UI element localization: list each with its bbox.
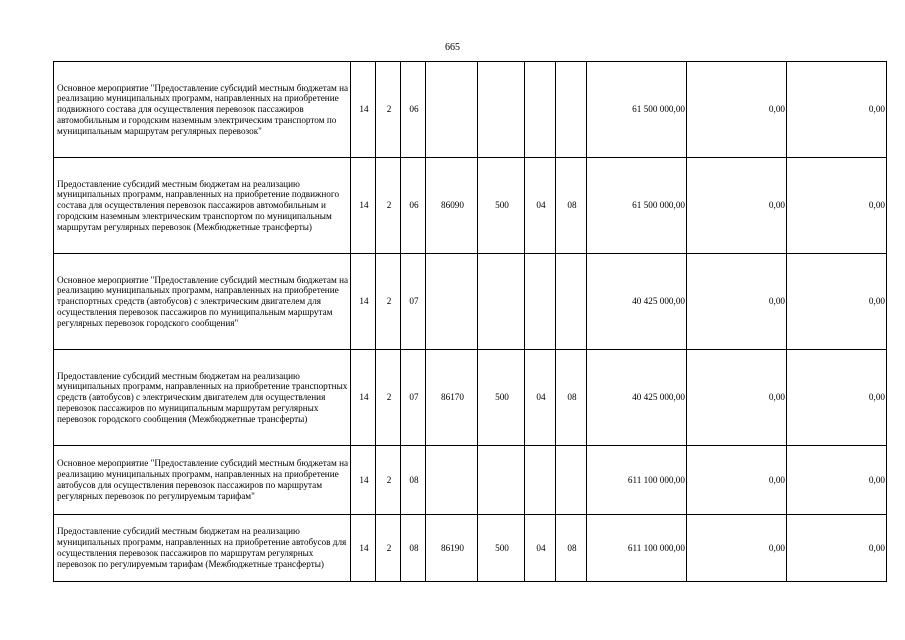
row-name: Основное мероприятие "Предоставление субсидий местным бюджетам на реализацию муниципальных программ, направленных на приобретение автобусов для осуществления перевозок пассажиров по маршрутам регулярных перевозок по регулируемым тарифам" [54,446,351,515]
code-1: 14 [351,62,376,158]
code-5: 500 [478,350,525,446]
code-4: 86090 [426,158,478,254]
amount-1: 40 425 000,00 [587,254,687,350]
code-6 [525,254,556,350]
code-7 [556,62,587,158]
code-4 [426,62,478,158]
table-row [54,515,887,582]
code-5 [478,446,525,515]
code-2: 2 [376,158,401,254]
amount-3: 0,00 [787,254,887,350]
amount-1: 40 425 000,00 [587,350,687,446]
row-name: Предоставление субсидий местным бюджетам на реализацию муниципальных программ, направленных на приобретение транспортных средств (автобусов) с электрическим двигателем для осуществления перевозок пассажиров по муниципальным маршрутам регулярных перевозок городского сообщения (Межбюджетные трансферты) [54,350,351,446]
code-6: 04 [525,515,556,582]
amount-2: 0,00 [687,446,787,515]
amount-2: 0,00 [687,62,787,158]
code-2: 2 [376,350,401,446]
code-5: 500 [478,515,525,582]
table-row [54,350,887,446]
amount-1: 61 500 000,00 [587,62,687,158]
code-2: 2 [376,446,401,515]
amount-1: 61 500 000,00 [587,158,687,254]
budget-table [53,61,887,582]
code-7 [556,254,587,350]
amount-3: 0,00 [787,515,887,582]
code-6: 04 [525,350,556,446]
table-row [54,62,887,158]
amount-3: 0,00 [787,62,887,158]
row-name: Основное мероприятие "Предоставление субсидий местным бюджетам на реализацию муниципальных программ, направленных на приобретение подвижного состава для осуществления перевозок пассажиров автомобильным и городским наземным электрическим транспортом по муниципальным маршрутам регулярных перевозок" [54,62,351,158]
code-7: 08 [556,350,587,446]
code-3: 08 [401,515,426,582]
amount-1: 611 100 000,00 [587,446,687,515]
amount-1: 611 100 000,00 [587,515,687,582]
code-1: 14 [351,446,376,515]
amount-2: 0,00 [687,515,787,582]
row-name: Предоставление субсидий местным бюджетам на реализацию муниципальных программ, направленных на приобретение подвижного состава для осуществления перевозок пассажиров автомобильным и городским наземным электрическим транспортом по муниципальным маршрутам регулярных перевозок (Межбюджетные трансферты) [54,158,351,254]
code-4 [426,446,478,515]
code-1: 14 [351,515,376,582]
page-number: 665 [445,42,460,53]
code-4 [426,254,478,350]
code-4: 86170 [426,350,478,446]
code-1: 14 [351,350,376,446]
code-7: 08 [556,158,587,254]
code-3: 07 [401,254,426,350]
amount-2: 0,00 [687,254,787,350]
amount-3: 0,00 [787,446,887,515]
code-3: 08 [401,446,426,515]
row-name: Предоставление субсидий местным бюджетам на реализацию муниципальных программ, направленных на приобретение автобусов для осуществления перевозок пассажиров по маршрутам регулярных перевозок по регулируемым тарифам (Межбюджетные трансферты) [54,515,351,582]
row-name: Основное мероприятие "Предоставление субсидий местным бюджетам на реализацию муниципальных программ, направленных на приобретение транспортных средств (автобусов) с электрическим двигателем для осуществления перевозок пассажиров по муниципальным маршрутам регулярных перевозок городского сообщения" [54,254,351,350]
code-2: 2 [376,62,401,158]
code-2: 2 [376,254,401,350]
code-6 [525,62,556,158]
code-6 [525,446,556,515]
code-3: 06 [401,62,426,158]
code-1: 14 [351,254,376,350]
code-6: 04 [525,158,556,254]
code-5 [478,62,525,158]
code-3: 06 [401,158,426,254]
amount-3: 0,00 [787,158,887,254]
code-5: 500 [478,158,525,254]
code-1: 14 [351,158,376,254]
code-7: 08 [556,515,587,582]
table-row [54,446,887,515]
amount-2: 0,00 [687,350,787,446]
table-row [54,158,887,254]
code-3: 07 [401,350,426,446]
code-5 [478,254,525,350]
amount-2: 0,00 [687,158,787,254]
table-row [54,254,887,350]
code-2: 2 [376,515,401,582]
code-4: 86190 [426,515,478,582]
code-7 [556,446,587,515]
amount-3: 0,00 [787,350,887,446]
